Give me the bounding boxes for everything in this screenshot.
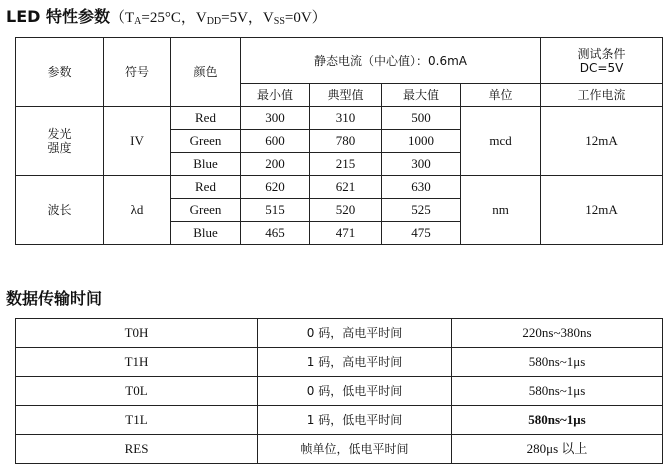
timing-name-cell: T0L: [16, 377, 258, 406]
color-cell: Red: [171, 107, 241, 130]
timing-value-cell: 580ns~1μs: [452, 377, 663, 406]
unit-cell: mcd: [461, 107, 541, 176]
symbol-cell: λd: [104, 176, 171, 245]
color-cell: Blue: [171, 153, 241, 176]
table-row: [16, 319, 663, 348]
current-cell: 12mA: [541, 176, 663, 245]
max-cell: 630: [382, 176, 461, 199]
typ-cell: 780: [310, 130, 382, 153]
header-test-condition: 测试条件 DC=5V: [541, 38, 663, 84]
timing-value-cell: 280μs 以上: [452, 435, 663, 464]
header-work-current: 工作电流: [541, 84, 663, 107]
timing-value-cell: 580ns~1μs: [452, 406, 663, 435]
min-cell: 600: [241, 130, 310, 153]
min-cell: 465: [241, 222, 310, 245]
typ-cell: 310: [310, 107, 382, 130]
timing-name-cell: T0H: [16, 319, 258, 348]
timing-name-cell: RES: [16, 435, 258, 464]
typ-cell: 215: [310, 153, 382, 176]
header-max: 最大值: [382, 84, 461, 107]
color-cell: Red: [171, 176, 241, 199]
max-cell: 500: [382, 107, 461, 130]
header-static-current: 静态电流（中心值）：0.6mA: [241, 38, 541, 84]
header-color: 颜色: [171, 38, 241, 107]
current-cell: 12mA: [541, 107, 663, 176]
header-unit: 单位: [461, 84, 541, 107]
table-row: [16, 107, 663, 130]
table-row: [16, 348, 663, 377]
max-cell: 300: [382, 153, 461, 176]
timing-value-cell: 220ns~380ns: [452, 319, 663, 348]
timing-desc-cell: 1 码，低电平时间: [258, 406, 452, 435]
max-cell: 1000: [382, 130, 461, 153]
max-cell: 475: [382, 222, 461, 245]
typ-cell: 520: [310, 199, 382, 222]
symbol-cell: IV: [104, 107, 171, 176]
test-conditions: （$T_A=25^\circ C$，$V_{DD}=5V$，$V_{SS}=0V$）: [109, 10, 327, 27]
table-row: [16, 406, 663, 435]
typ-cell: 471: [310, 222, 382, 245]
unit-cell: nm: [461, 176, 541, 245]
table-row: [16, 377, 663, 406]
max-cell: 525: [382, 199, 461, 222]
typ-cell: 621: [310, 176, 382, 199]
led-section-title: LED 特性参数: [6, 7, 110, 26]
timing-desc-cell: 帧单位，低电平时间: [258, 435, 452, 464]
header-min: 最小值: [241, 84, 310, 107]
timing-desc-cell: 1 码，高电平时间: [258, 348, 452, 377]
min-cell: 200: [241, 153, 310, 176]
param-cell: 波长: [16, 176, 104, 245]
timing-name-cell: T1L: [16, 406, 258, 435]
color-cell: Green: [171, 130, 241, 153]
color-cell: Blue: [171, 222, 241, 245]
led-section-heading: [6, 4, 327, 27]
timing-desc-cell: 0 码，高电平时间: [258, 319, 452, 348]
header-symbol: 符号: [104, 38, 171, 107]
timing-value-cell: 580ns~1μs: [452, 348, 663, 377]
min-cell: 300: [241, 107, 310, 130]
param-cell: 发光 强度: [16, 107, 104, 176]
header-typ: 典型值: [310, 84, 382, 107]
led-characteristics-table: [15, 37, 663, 245]
timing-desc-cell: 0 码，低电平时间: [258, 377, 452, 406]
min-cell: 515: [241, 199, 310, 222]
color-cell: Green: [171, 199, 241, 222]
min-cell: 620: [241, 176, 310, 199]
timing-name-cell: T1H: [16, 348, 258, 377]
table-row: [16, 435, 663, 464]
timing-table: [15, 318, 663, 464]
header-param: 参数: [16, 38, 104, 107]
timing-section-title: 数据传输时间: [6, 289, 103, 308]
table-row: [16, 176, 663, 199]
